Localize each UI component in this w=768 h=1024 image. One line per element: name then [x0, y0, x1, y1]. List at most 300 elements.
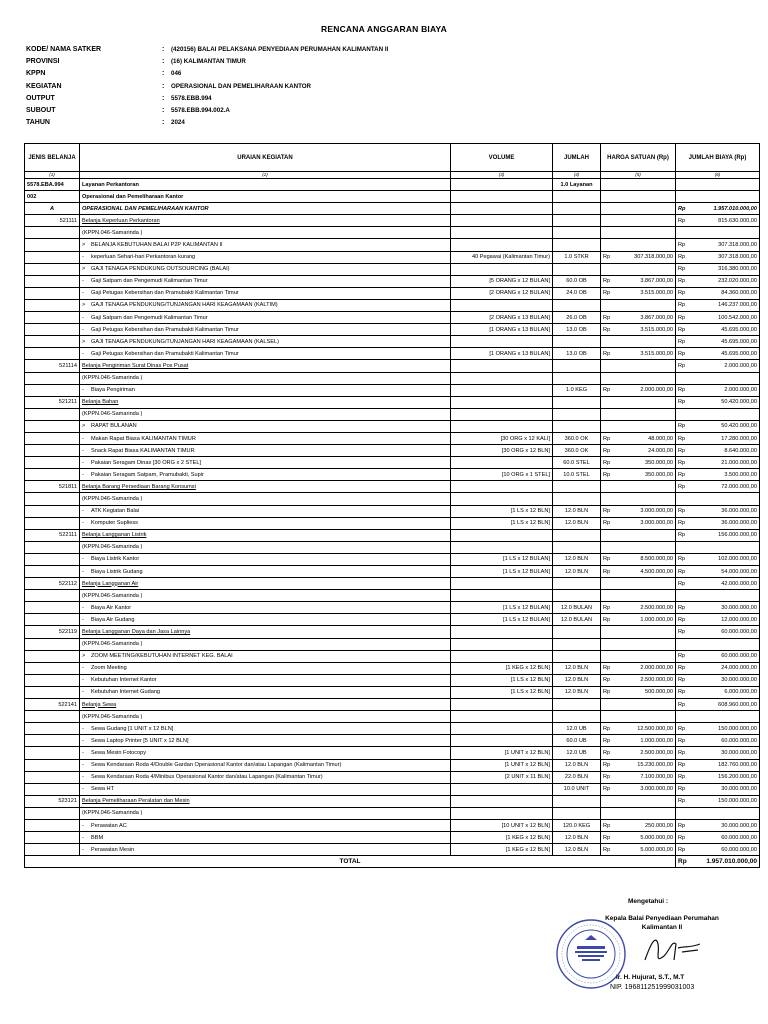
document-meta	[26, 43, 388, 129]
group-bullet-icon: >	[82, 423, 86, 430]
row-jumlah	[553, 227, 601, 239]
row-total: 102.000.000,00	[718, 556, 757, 563]
row-desc: Perawatan Mesin	[91, 846, 135, 853]
row-code: 521211	[25, 396, 80, 408]
row-jumlah: 120.0 KEG	[553, 819, 601, 831]
row-code	[25, 372, 80, 384]
row-total-cell	[676, 336, 760, 348]
row-desc-cell	[80, 566, 451, 578]
meta-label: KEGIATAN	[26, 82, 62, 90]
row-desc: Sewa Kendaraan Roda 4/Double Gardan Operasional Kantor dan/atau Lapangan (Kalimantan Timur)	[91, 762, 342, 769]
currency-label: Rp	[603, 447, 611, 454]
row-desc-cell	[80, 602, 451, 614]
row-volume: [1 ORANG x 13 BULAN]	[451, 324, 553, 336]
row-total-cell	[676, 517, 760, 529]
row-harga: 5.000.000,00	[640, 834, 673, 841]
row-harga-cell	[601, 747, 676, 759]
row-total: 45.695.000,00	[721, 326, 757, 333]
table-row	[25, 263, 760, 275]
row-volume: [1 KEG x 12 BLN]	[451, 844, 553, 856]
row-harga-cell	[601, 578, 676, 590]
total-row	[25, 856, 760, 868]
row-harga-cell	[601, 517, 676, 529]
table-row	[25, 807, 760, 819]
row-harga: 3.000.000,00	[640, 508, 673, 515]
row-harga-cell	[601, 191, 676, 203]
table-row	[25, 408, 760, 420]
row-total-cell	[676, 179, 760, 191]
row-total: 36.000.000,00	[721, 520, 757, 527]
row-harga-cell	[601, 336, 676, 348]
currency-label: Rp	[678, 665, 686, 672]
row-code	[25, 517, 80, 529]
row-desc: ATK Kegiatan Balai	[91, 508, 140, 515]
table-row	[25, 590, 760, 602]
row-volume	[451, 336, 553, 348]
index-cell: (2)	[80, 172, 451, 179]
row-jumlah	[553, 578, 601, 590]
row-volume	[451, 699, 553, 711]
table-row	[25, 566, 760, 578]
row-desc-cell	[80, 650, 451, 662]
row-harga-cell	[601, 179, 676, 191]
row-volume: [30 ORG x 12 KALI]	[451, 432, 553, 444]
row-jumlah: 360.0 OK	[553, 432, 601, 444]
row-desc-cell	[80, 239, 451, 251]
table-row	[25, 541, 760, 553]
row-desc: Belanja Keperluan Perkantoran	[82, 217, 160, 224]
row-volume: [1 ORANG x 13 BULAN]	[451, 348, 553, 360]
row-harga-cell	[601, 263, 676, 275]
table-row	[25, 723, 760, 735]
row-jumlah	[553, 239, 601, 251]
row-jumlah: 26.0 OB	[553, 312, 601, 324]
item-bullet-icon: -	[82, 834, 84, 841]
item-bullet-icon: -	[82, 604, 84, 611]
row-jumlah: 360.0 OK	[553, 445, 601, 457]
currency-label: Rp	[678, 362, 686, 369]
row-harga: 2.500.000,00	[640, 749, 673, 756]
currency-label: Rp	[678, 254, 686, 261]
row-total: 30.000.000,00	[721, 677, 757, 684]
row-desc: Pakaian Seragam Satpam, Pramubakti, Supir	[91, 471, 204, 478]
index-cell: (5)	[601, 172, 676, 179]
table-row	[25, 735, 760, 747]
meta-value: 046	[171, 70, 182, 78]
meta-label: OUTPUT	[26, 94, 55, 102]
row-harga-cell	[601, 650, 676, 662]
row-total-cell	[676, 723, 760, 735]
row-volume	[451, 529, 553, 541]
row-harga-cell	[601, 384, 676, 396]
row-code	[25, 638, 80, 650]
row-harga: 3.867.000,00	[640, 314, 673, 321]
row-jumlah: 1.0 STKR	[553, 251, 601, 263]
signature-scribble	[640, 930, 710, 970]
row-total: 156.200.000,00	[718, 774, 757, 781]
row-code	[25, 493, 80, 505]
row-total-cell	[676, 844, 760, 856]
table-row	[25, 759, 760, 771]
row-desc: Sewa Laptop Printer [5 UNIT x 12 BLN]	[91, 737, 189, 744]
row-volume	[451, 396, 553, 408]
row-jumlah	[553, 541, 601, 553]
row-volume: [30 ORG x 12 BLN]	[451, 445, 553, 457]
signature-name: Ir. H. Hujurat, S.T., M.T	[616, 974, 685, 981]
row-desc-cell	[80, 795, 451, 807]
currency-label: Rp	[603, 616, 611, 623]
row-harga-cell	[601, 783, 676, 795]
row-total-cell	[676, 674, 760, 686]
row-harga: 1.000.000,00	[640, 737, 673, 744]
row-harga-cell	[601, 771, 676, 783]
item-bullet-icon: -	[82, 314, 84, 321]
row-desc-cell	[80, 505, 451, 517]
currency-label: Rp	[603, 520, 611, 527]
currency-label: Rp	[678, 278, 686, 285]
row-desc-cell	[80, 396, 451, 408]
row-total: 100.542.000,00	[718, 314, 757, 321]
row-desc: Gaji Satpam dan Pengemudi Kalimantan Timur	[91, 314, 208, 321]
row-desc: Biaya Listrik Gudang	[91, 568, 143, 575]
row-desc-cell	[80, 384, 451, 396]
row-harga-cell	[601, 215, 676, 227]
row-code: 5578.EBA.994	[25, 179, 80, 191]
row-harga: 4.500.000,00	[640, 568, 673, 575]
index-cell: (4)	[553, 172, 601, 179]
row-total-cell	[676, 566, 760, 578]
item-bullet-icon: -	[82, 749, 84, 756]
row-total-cell	[676, 541, 760, 553]
meta-colon: :	[162, 119, 165, 127]
table-row	[25, 686, 760, 698]
row-total: 30.000.000,00	[721, 749, 757, 756]
currency-label: Rp	[603, 604, 611, 611]
table-row	[25, 432, 760, 444]
row-total-cell	[676, 384, 760, 396]
table-row	[25, 711, 760, 723]
row-total-cell	[676, 614, 760, 626]
row-volume	[451, 590, 553, 602]
table-row	[25, 493, 760, 505]
row-harga-cell	[601, 287, 676, 299]
meta-row	[26, 104, 388, 116]
table-row	[25, 529, 760, 541]
table-row	[25, 614, 760, 626]
item-bullet-icon: -	[82, 447, 84, 454]
row-jumlah	[553, 360, 601, 372]
row-harga-cell	[601, 602, 676, 614]
row-total: 815.630.000,00	[718, 217, 757, 224]
row-total: 1.957.010.000,00	[713, 205, 757, 212]
row-harga: 3.000.000,00	[640, 786, 673, 793]
row-volume	[451, 541, 553, 553]
currency-label: Rp	[678, 762, 686, 769]
row-code: 522111	[25, 529, 80, 541]
row-harga-cell	[601, 662, 676, 674]
row-code	[25, 541, 80, 553]
row-desc: (KPPN.046-Samarinda )	[82, 411, 143, 418]
row-desc-cell	[80, 493, 451, 505]
row-desc-cell	[80, 275, 451, 287]
row-desc: Belanja Langganan Listrik	[82, 532, 147, 539]
row-desc-cell	[80, 517, 451, 529]
row-jumlah: 12.0 BLN	[553, 759, 601, 771]
row-volume	[451, 408, 553, 420]
row-total-cell	[676, 263, 760, 275]
row-total-cell	[676, 590, 760, 602]
row-desc: Gaji Satpam dan Pengemudi Kalimantan Timur	[91, 278, 208, 285]
row-total-cell	[676, 553, 760, 565]
row-harga-cell	[601, 711, 676, 723]
row-code	[25, 771, 80, 783]
row-total-cell	[676, 759, 760, 771]
row-jumlah	[553, 795, 601, 807]
currency-label: Rp	[678, 242, 686, 249]
row-desc: Sewa Mesin Fotocopy	[91, 749, 147, 756]
row-desc: Sewa Gudang [1 UNIT x 12 BLN]	[91, 725, 174, 732]
row-code: 522119	[25, 626, 80, 638]
row-total-cell	[676, 312, 760, 324]
row-volume	[451, 493, 553, 505]
row-desc: (KPPN.046-Samarinda )	[82, 592, 143, 599]
currency-label: Rp	[678, 471, 686, 478]
currency-label: Rp	[678, 556, 686, 563]
row-harga: 3.515.000,00	[640, 326, 673, 333]
row-desc-cell	[80, 723, 451, 735]
row-desc-cell	[80, 420, 451, 432]
currency-label: Rp	[603, 290, 611, 297]
row-harga: 7.100.000,00	[640, 774, 673, 781]
currency-label: Rp	[678, 483, 686, 490]
row-desc-cell	[80, 324, 451, 336]
row-total: 3.500.000,00	[724, 471, 757, 478]
table-row	[25, 844, 760, 856]
row-total-cell	[676, 469, 760, 481]
currency-label: Rp	[603, 762, 611, 769]
item-bullet-icon: -	[82, 278, 84, 285]
row-harga-cell	[601, 396, 676, 408]
row-jumlah: 12.0 UB	[553, 723, 601, 735]
row-volume	[451, 420, 553, 432]
row-desc-cell	[80, 759, 451, 771]
row-harga-cell	[601, 529, 676, 541]
row-total: 45.695.000,00	[721, 338, 757, 345]
row-volume: [10 UNIT x 12 BLN]	[451, 819, 553, 831]
row-desc-cell	[80, 481, 451, 493]
row-total: 60.000.000,00	[721, 737, 757, 744]
currency-label: Rp	[603, 725, 611, 732]
row-desc: Gaji Petugas Kebersihan dan Pramubakti Kalimantan Timur	[91, 326, 239, 333]
meta-value: 2024	[171, 119, 185, 127]
row-desc-cell	[80, 215, 451, 227]
row-desc: Sewa Kendaraan Roda 4/Minibus Operasional Kantor dan/atau Lapangan (Kalimantan Timur)	[91, 774, 323, 781]
row-desc: GAJI TENAGA PENDUKUNG OUTSOURCING (BALAI)	[91, 266, 230, 273]
row-total: 2.000.000,00	[724, 362, 757, 369]
row-total-cell	[676, 505, 760, 517]
row-volume: [2 ORANG x 13 BULAN]	[451, 312, 553, 324]
row-code	[25, 239, 80, 251]
row-volume: [1 LS x 12 BULAN]	[451, 602, 553, 614]
item-bullet-icon: -	[82, 290, 84, 297]
row-desc: RAPAT BULANAN	[91, 423, 137, 430]
row-total: 60.000.000,00	[721, 846, 757, 853]
row-harga: 12.500.000,00	[637, 725, 673, 732]
row-desc: Belanja Langganan Daya dan Jasa Lainnya	[82, 629, 191, 636]
row-jumlah: 24.0 OB	[553, 287, 601, 299]
row-desc: Biaya Air Kantor	[91, 604, 132, 611]
table-row	[25, 699, 760, 711]
row-harga-cell	[601, 795, 676, 807]
row-jumlah	[553, 420, 601, 432]
meta-colon: :	[162, 45, 165, 53]
row-total: 30.000.000,00	[721, 786, 757, 793]
row-jumlah: 12.0 BULAN	[553, 602, 601, 614]
item-bullet-icon: -	[82, 568, 84, 575]
row-total-cell	[676, 807, 760, 819]
row-harga-cell	[601, 674, 676, 686]
row-jumlah	[553, 650, 601, 662]
row-jumlah	[553, 336, 601, 348]
meta-label: TAHUN	[26, 119, 50, 127]
row-desc: GAJI TENAGA PENDUKUNG/TUNJANGAN HARI KEAGAMAAN (KALSEL)	[91, 338, 279, 345]
item-bullet-icon: -	[82, 737, 84, 744]
signature-role: Kepala Balai Penyediaan Perumahan Kalimantan II	[605, 915, 719, 931]
row-code	[25, 420, 80, 432]
row-total: 608.960.000,00	[718, 701, 757, 708]
row-desc-cell	[80, 819, 451, 831]
row-volume	[451, 795, 553, 807]
currency-label: Rp	[603, 350, 611, 357]
table-row	[25, 251, 760, 263]
currency-label: Rp	[678, 423, 686, 430]
total-value: 1.957.010.000,00	[706, 857, 757, 865]
row-total-cell	[676, 650, 760, 662]
row-code	[25, 759, 80, 771]
row-desc: Biaya Air Gudang	[91, 616, 135, 623]
row-volume: [1 LS x 12 BLN]	[451, 517, 553, 529]
row-harga-cell	[601, 275, 676, 287]
item-bullet-icon: -	[82, 665, 84, 672]
row-code	[25, 336, 80, 348]
row-desc-cell	[80, 445, 451, 457]
table-row	[25, 747, 760, 759]
row-harga-cell	[601, 819, 676, 831]
row-code	[25, 312, 80, 324]
row-volume	[451, 372, 553, 384]
row-code	[25, 348, 80, 360]
row-code	[25, 662, 80, 674]
currency-label: Rp	[678, 326, 686, 333]
table-row	[25, 227, 760, 239]
row-code: 521114	[25, 360, 80, 372]
row-jumlah	[553, 711, 601, 723]
meta-value: (420156) BALAI PELAKSANA PENYEDIAAN PERUMAHAN KALIMANTAN II	[171, 45, 389, 53]
row-jumlah: 1.0 Layanan	[553, 179, 601, 191]
currency-label: Rp	[603, 435, 611, 442]
signature-nip: NIP. 196811251999031003	[610, 984, 695, 991]
currency-label: Rp	[678, 701, 686, 708]
meta-label: SUBOUT	[26, 107, 56, 115]
row-volume	[451, 711, 553, 723]
row-desc-cell	[80, 203, 451, 215]
row-jumlah: 60.0 STEL	[553, 457, 601, 469]
row-total: 42.000.000,00	[721, 580, 757, 587]
row-desc: Sewa HT	[91, 786, 115, 793]
row-harga-cell	[601, 420, 676, 432]
table-row	[25, 819, 760, 831]
row-desc-cell	[80, 686, 451, 698]
currency-label: Rp	[678, 834, 686, 841]
row-harga: 1.000.000,00	[640, 616, 673, 623]
table-row	[25, 348, 760, 360]
header-jumlah: JUMLAH	[553, 144, 601, 172]
row-harga: 3.515.000,00	[640, 290, 673, 297]
row-jumlah: 60.0 UB	[553, 735, 601, 747]
currency-label: Rp	[678, 350, 686, 357]
row-desc: Belanja Langganan Air	[82, 580, 139, 587]
item-bullet-icon: -	[82, 459, 84, 466]
currency-label: Rp	[603, 459, 611, 466]
row-harga-cell	[601, 408, 676, 420]
row-desc-cell	[80, 783, 451, 795]
header-jumlah-biaya: JUMLAH BIAYA (Rp)	[676, 144, 760, 172]
table-row	[25, 481, 760, 493]
row-harga-cell	[601, 239, 676, 251]
table-row	[25, 360, 760, 372]
row-jumlah	[553, 807, 601, 819]
row-volume	[451, 578, 553, 590]
row-desc: Belanja Barang Persediaan Barang Konsumsi	[82, 483, 196, 490]
table-row	[25, 505, 760, 517]
row-total: 84.360.000,00	[721, 290, 757, 297]
row-jumlah: 1.0 KEG	[553, 384, 601, 396]
row-code	[25, 251, 80, 263]
row-total: 60.000.000,00	[721, 629, 757, 636]
row-harga-cell	[601, 203, 676, 215]
row-code	[25, 408, 80, 420]
row-desc-cell	[80, 735, 451, 747]
table-row	[25, 578, 760, 590]
row-harga: 3.000.000,00	[640, 520, 673, 527]
row-jumlah	[553, 263, 601, 275]
meta-label: KPPN	[26, 70, 46, 78]
row-total-cell	[676, 686, 760, 698]
row-desc-cell	[80, 372, 451, 384]
row-total: 232.020.000,00	[718, 278, 757, 285]
row-volume: [2 ORANG x 12 BULAN]	[451, 287, 553, 299]
row-total: 182.760.000,00	[718, 762, 757, 769]
row-harga-cell	[601, 312, 676, 324]
meta-colon: :	[162, 70, 165, 78]
row-volume: [10 ORG x 1 STEL]	[451, 469, 553, 481]
header-volume: VOLUME	[451, 144, 553, 172]
row-jumlah: 12.0 BLN	[553, 686, 601, 698]
currency-label: Rp	[603, 774, 611, 781]
row-total: 45.695.000,00	[721, 350, 757, 357]
currency-label: Rp	[603, 677, 611, 684]
row-volume	[451, 457, 553, 469]
row-volume	[451, 650, 553, 662]
currency-label: Rp	[678, 302, 686, 309]
item-bullet-icon: -	[82, 435, 84, 442]
row-total-cell	[676, 299, 760, 311]
row-volume	[451, 481, 553, 493]
currency-label: Rp	[678, 435, 686, 442]
currency-label: Rp	[678, 689, 686, 696]
row-desc-cell	[80, 711, 451, 723]
meta-row	[26, 80, 388, 92]
